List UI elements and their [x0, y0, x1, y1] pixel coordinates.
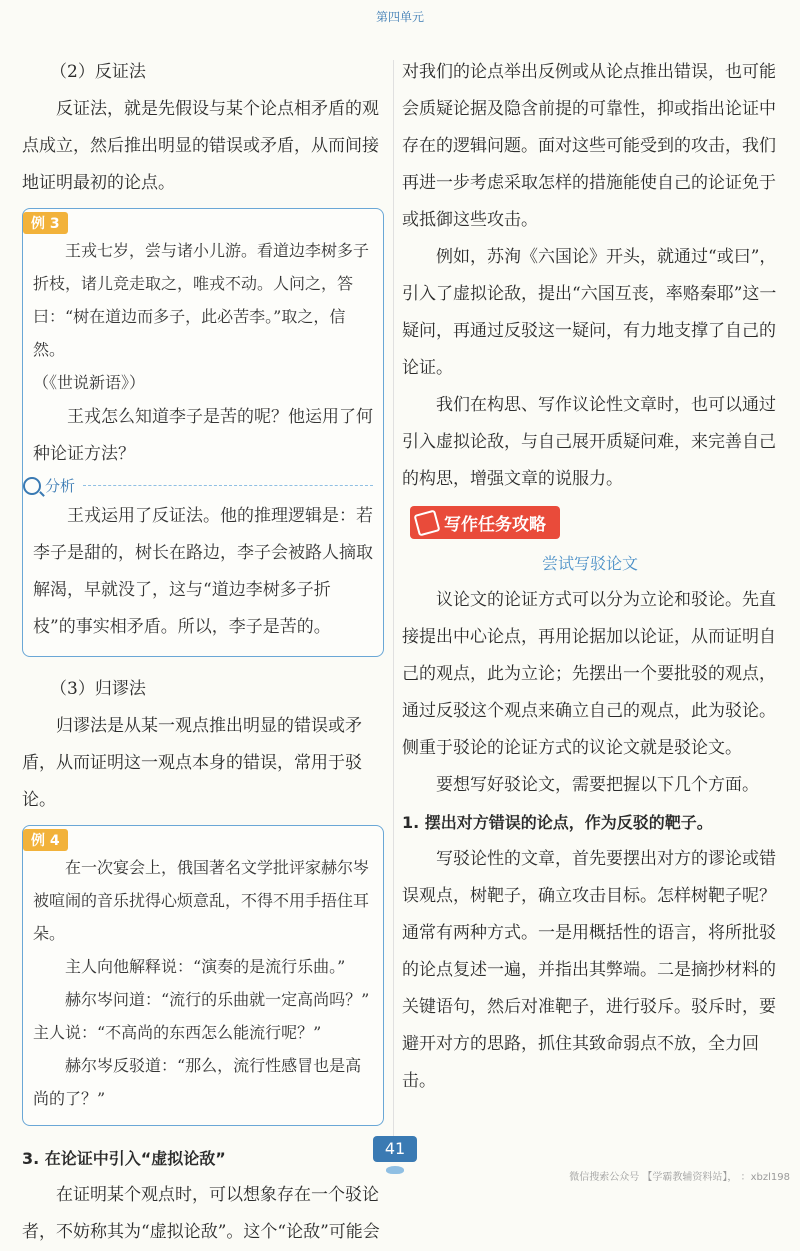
analysis-divider: [83, 485, 373, 486]
example-4-tag: 例 4: [23, 829, 68, 851]
unit-header: 第四单元: [375, 10, 424, 24]
section-3-body: 在证明某个观点时，可以想象存在一个驳论者，不妨称其为“虚拟论敌”。这个“论敌”可能会: [22, 1185, 380, 1242]
right-p4: 议论文的论证方式可以分为立论和驳论。先直接提出中心论点，再用论据加以论证，从而证明自己的观点，此为立论；先摆出一个要批驳的观点，通过反驳这个观点来确立自己的观点，此为驳论。侧重于驳论的论证方式的议论文就是驳论文。: [402, 590, 776, 758]
right-p3: 我们在构思、写作议论性文章时，也可以通过引入虚拟论敌，与自己展开质疑问难，来完善自己的构思，增强文章的说服力。: [402, 395, 776, 489]
example-4-p2: 主人向他解释说：“演奏的是流行乐曲。”: [65, 957, 346, 976]
bird-icon: [386, 1166, 404, 1174]
magnifier-icon: [23, 477, 41, 495]
writing-task-banner: [410, 506, 560, 539]
page-number: 41: [373, 1136, 417, 1162]
example-3-question: 王戎怎么知道李子是苦的呢？他运用了何种论证方法？: [33, 407, 373, 464]
analysis-label: 分析: [45, 477, 76, 495]
example-4-p3: 赫尔岑问道：“流行的乐曲就一定高尚吗？”: [65, 990, 370, 1009]
example-3-source: （《世说新语》）: [33, 373, 146, 392]
right-p6: 写驳论性的文章，首先要摆出对方的谬论或错误观点，树靶子，确立攻击目标。怎样树靶子呢？通常有两种方式。一是用概括性的语言，将所批驳的论点复述一遍，并指出其弊端。二是摘抄材料的关键语句，然后对准靶子，进行驳斥。驳斥时，要避开对方的思路，抓住其致命弱点不放，全力回击。: [402, 849, 776, 1091]
example-3-text: 王戎七岁，尝与诸小儿游。看道边李树多子折枝，诸儿竞走取之，唯戎不动。人问之，答曰：“树在道边而多子，此必苦李。”取之，信然。: [33, 241, 370, 359]
guimiu-title: （3）归谬法: [50, 679, 146, 699]
example-4-p1: 在一次宴会上，俄国著名文学批评家赫尔岑被喧闹的音乐扰得心烦意乱，不得不用手捂住耳朵。: [33, 858, 370, 943]
section-1-title: 1. 摆出对方错误的论点，作为反驳的靶子。: [402, 813, 713, 832]
left-column: [22, 54, 384, 1251]
right-p1: 对我们的论点举出反例或从论点推出错误，也可能会质疑论据及隐含前提的可靠性，抑或指出论证中存在的逻辑问题。面对这些可能受到的攻击，我们再进一步考虑采取怎样的措施能使自己的论证免于或抵御这些攻击。: [402, 62, 776, 230]
example-3-tag: 例 3: [23, 212, 68, 234]
pencil-icon: [414, 510, 441, 537]
right-p2: 例如，苏洵《六国论》开头，就通过“或曰”，引入了虚拟论敌，提出“六国互丧，率赂秦耶”这一疑问，再通过反驳这一疑问，有力地支撑了自己的论证。: [402, 247, 777, 378]
banner-label: 写作任务攻略: [444, 515, 546, 535]
example-3-box: [22, 208, 384, 657]
watermark: 微信搜索公众号 【学霸教辅资料站】， ：xbzl198: [569, 1172, 790, 1183]
right-column: [402, 54, 778, 1100]
analysis-header: [23, 475, 373, 496]
section-3-title: 3. 在论证中引入“虚拟论敌”: [22, 1149, 226, 1168]
column-divider: [393, 60, 394, 1150]
fanzheng-body: 反证法，就是先假设与某个论点相矛盾的观点成立，然后推出明显的错误或矛盾，从而间接地证明最初的论点。: [22, 99, 379, 193]
fanzheng-title: （2）反证法: [50, 62, 146, 82]
section-subtitle: 尝试写驳论文: [541, 554, 638, 573]
example-4-box: [22, 825, 384, 1126]
guimiu-body: 归谬法是从某一观点推出明显的错误或矛盾，从而证明这一观点本身的错误，常用于驳论。: [22, 716, 362, 810]
example-4-p5: 赫尔岑反驳道：“那么，流行性感冒也是高尚的了？”: [33, 1056, 362, 1108]
example-4-p4: 主人说：“不高尚的东西怎么能流行呢？”: [33, 1023, 322, 1042]
right-p5: 要想写好驳论文，需要把握以下几个方面。: [436, 775, 759, 795]
example-3-analysis: 王戎运用了反证法。他的推理逻辑是：若李子是甜的，树长在路边，李子会被路人摘取解渴，早就没了，这与“道边李树多子折枝”的事实相矛盾。所以，李子是苦的。: [33, 506, 373, 637]
